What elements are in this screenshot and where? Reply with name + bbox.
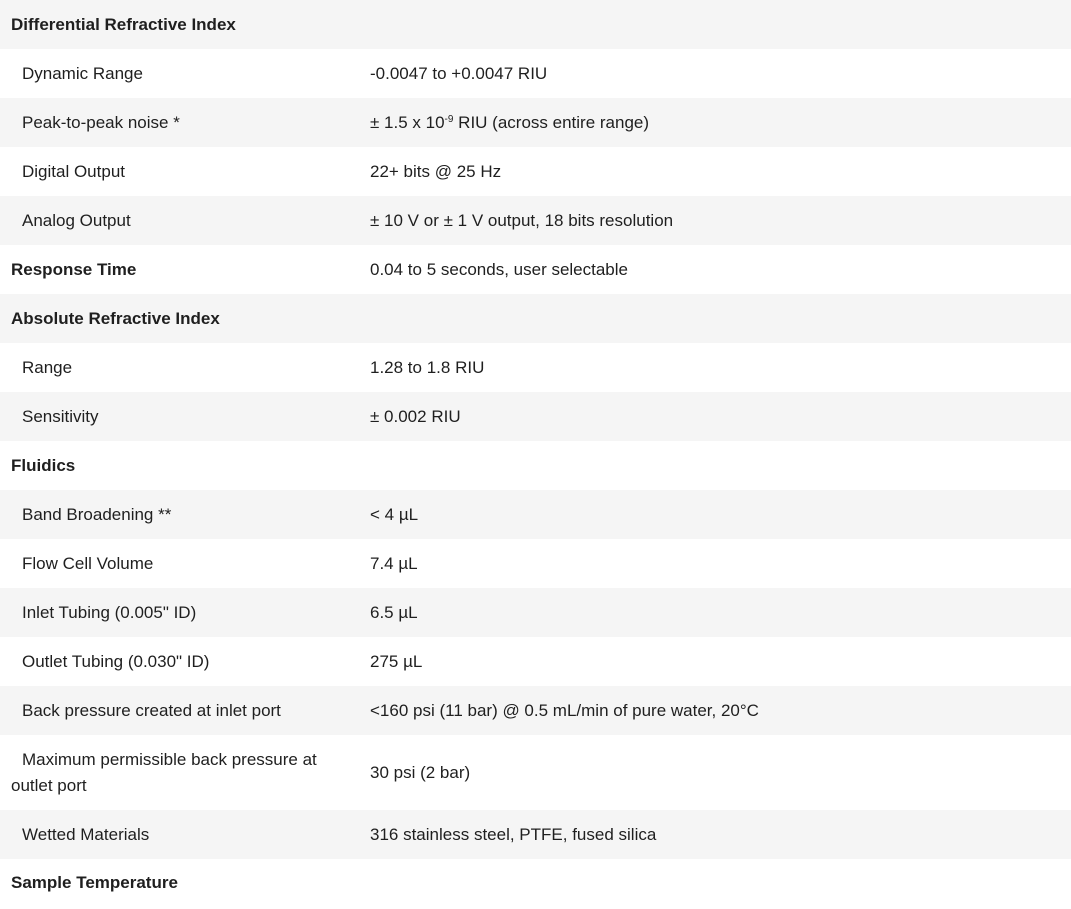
noise-value-unit: RIU (across entire range)	[453, 112, 650, 132]
table-row	[0, 859, 1071, 907]
table-row	[0, 98, 1071, 147]
table-row	[0, 588, 1071, 637]
row-label-dynamic-range: Dynamic Range	[22, 63, 143, 83]
table-row	[0, 441, 1071, 490]
table-row	[0, 735, 1071, 810]
row-value-band-broadening: < 4 µL	[370, 504, 419, 524]
section-heading-differential-refractive-index: Differential Refractive Index	[11, 14, 236, 34]
row-label-flow-cell-volume: Flow Cell Volume	[22, 553, 154, 573]
row-value-flow-cell-volume: 7.4 µL	[370, 553, 418, 573]
table-row	[0, 637, 1071, 686]
row-label-peak-to-peak-noise: Peak-to-peak noise *	[22, 112, 180, 132]
row-label-sensitivity: Sensitivity	[22, 406, 99, 426]
row-value-outlet-tubing: 275 µL	[370, 651, 423, 671]
table-row	[0, 392, 1071, 441]
row-value-range: 1.28 to 1.8 RIU	[370, 357, 485, 377]
table-row	[0, 0, 1071, 49]
row-label-wetted-materials: Wetted Materials	[22, 824, 150, 844]
row-label-range: Range	[22, 357, 73, 377]
section-heading-response-time: Response Time	[11, 259, 137, 279]
row-label-back-pressure-inlet: Back pressure created at inlet port	[22, 700, 281, 720]
noise-value-base: ± 1.5 x 10	[370, 112, 445, 132]
row-value-max-back-pressure-outlet: 30 psi (2 bar)	[370, 762, 471, 782]
noise-value-exponent: -9	[444, 113, 454, 125]
row-label-inlet-tubing: Inlet Tubing (0.005" ID)	[22, 602, 197, 622]
row-value-sensitivity: ± 0.002 RIU	[370, 406, 461, 426]
table-row	[0, 196, 1071, 245]
table-row	[0, 686, 1071, 735]
row-value	[359, 294, 1071, 343]
row-value-wetted-materials: 316 stainless steel, PTFE, fused silica	[370, 824, 657, 844]
row-value-peak-to-peak-noise	[359, 98, 1071, 147]
table-row	[0, 294, 1071, 343]
row-value	[359, 859, 1071, 907]
row-value-inlet-tubing: 6.5 µL	[370, 602, 418, 622]
table-row	[0, 147, 1071, 196]
row-label-outlet-tubing: Outlet Tubing (0.030" ID)	[22, 651, 210, 671]
row-value-digital-output: 22+ bits @ 25 Hz	[370, 161, 502, 181]
row-value-dynamic-range: -0.0047 to +0.0047 RIU	[370, 63, 548, 83]
row-value-back-pressure-inlet: <160 psi (11 bar) @ 0.5 mL/min of pure water, 20°C	[370, 700, 759, 720]
row-value-response-time: 0.04 to 5 seconds, user selectable	[370, 259, 628, 279]
table-row	[0, 539, 1071, 588]
row-value-analog-output: ± 10 V or ± 1 V output, 18 bits resolution	[370, 210, 674, 230]
row-label-digital-output: Digital Output	[22, 161, 125, 181]
row-label-max-back-pressure-outlet: Maximum permissible back pressure at outlet port	[11, 749, 317, 795]
row-value	[359, 0, 1071, 49]
row-value	[359, 441, 1071, 490]
section-heading-absolute-refractive-index: Absolute Refractive Index	[11, 308, 220, 328]
table-row	[0, 49, 1071, 98]
section-heading-sample-temperature: Sample Temperature	[11, 873, 178, 892]
table-row	[0, 343, 1071, 392]
row-label-analog-output: Analog Output	[22, 210, 131, 230]
table-row	[0, 810, 1071, 859]
table-row	[0, 490, 1071, 539]
section-heading-fluidics: Fluidics	[11, 455, 76, 475]
row-label-band-broadening: Band Broadening **	[22, 504, 172, 524]
table-row	[0, 245, 1071, 294]
